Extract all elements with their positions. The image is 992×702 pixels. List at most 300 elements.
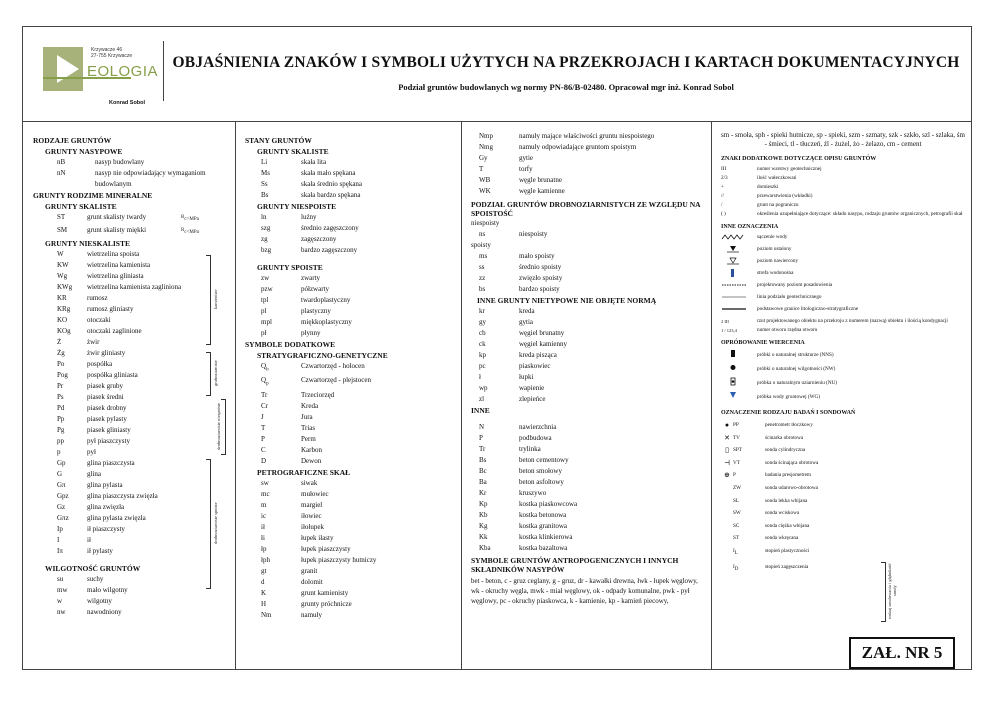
list-item [245, 434, 455, 445]
list-item [245, 390, 455, 401]
list-item [245, 544, 455, 555]
item-symbol: I [57, 536, 60, 544]
item-symbol: // [721, 193, 724, 199]
item-description: zagęszczony [301, 235, 337, 243]
item-symbol: KOg [57, 327, 71, 335]
item-description: bardzo spoisty [519, 285, 560, 293]
list-item [721, 210, 965, 219]
item-description: numer warstwy geotechnicznej [757, 166, 822, 172]
list-item [33, 315, 229, 326]
column-other-soils [471, 131, 707, 663]
item-symbol: Nmp [479, 132, 493, 140]
item-symbol: Bs [479, 456, 487, 464]
sample-description: próbka wody gruntowej (WG) [757, 394, 820, 400]
item-symbol: ck [479, 340, 486, 348]
item-symbol: Po [57, 360, 65, 368]
legend-row [721, 281, 965, 293]
item-symbol: ss [479, 263, 485, 271]
list-item [33, 392, 229, 403]
item-symbol: Wg [57, 272, 68, 280]
list-item [33, 535, 229, 546]
sample-row [721, 391, 965, 405]
item-description: łupek piaszczysty [301, 544, 351, 553]
item-description: pospółka gliniasta [87, 371, 138, 379]
test-icon [721, 495, 733, 508]
item-symbol: KR [57, 294, 67, 302]
list-item [33, 502, 229, 513]
item-description: węgiel kamienny [519, 340, 568, 348]
item-description: grunt skalisty miękki [87, 226, 147, 234]
list-item [245, 412, 455, 423]
item-symbol: + [721, 184, 724, 190]
list-item [33, 359, 229, 370]
item-symbol: p [57, 448, 61, 456]
list-item [33, 225, 229, 238]
test-symbol: TV [733, 434, 740, 441]
sample-description: próbka o naturalnym uziarnieniu (NU) [757, 380, 838, 386]
list-item [33, 513, 229, 524]
list-item [245, 223, 455, 234]
list-item [245, 401, 455, 412]
item-symbol: zl [479, 395, 485, 403]
test-description: sonda wciskowa [765, 510, 800, 517]
item-symbol: ln [261, 213, 267, 221]
item-symbol: wp [479, 384, 488, 392]
item-description: suchy [87, 575, 104, 583]
item-symbol: J [261, 412, 264, 421]
list-item [471, 422, 707, 433]
list-item [245, 500, 455, 511]
bracket-kamieniste [206, 255, 211, 345]
list-item [33, 447, 229, 458]
item-symbol: Gy [479, 154, 488, 162]
list-item [471, 131, 707, 142]
legend-symbol-icon [721, 293, 757, 305]
list-item [33, 414, 229, 425]
item-symbol: ST [57, 213, 66, 221]
list-item [33, 574, 229, 585]
item-description: zwarty [301, 274, 321, 282]
antrop-text: bet - beton, c - gruz ceglany, g - gruz, dr - kawałki drewna, łwk - łupek węglowy, wk - okruchy węgla, mwk - miał węglowy, ok - odpady komunalne, pwk - pył węglowy, pc - okruchy piaskowca, k - kamienie, kp - kamień piecowy, [471, 577, 698, 605]
list-item [471, 229, 707, 240]
item-description: glina piaszczysta zwięzła [87, 492, 158, 500]
list-item [245, 273, 455, 284]
item-symbol: łp [261, 544, 267, 553]
list-item [33, 425, 229, 436]
item-symbol: d [261, 577, 265, 586]
item-description: kostka klinkierowa [519, 533, 573, 541]
heading-rodzime: GRUNTY RODZIME MINERALNE [33, 191, 153, 200]
legend-description: numer otworu rzędna otworu [757, 327, 818, 333]
test-row [721, 469, 965, 482]
list-item [471, 477, 707, 488]
item-description: przewarstwienia (wkładki) [757, 193, 813, 199]
item-symbol: gt [261, 566, 267, 575]
item-description: granit [301, 566, 318, 575]
list-item [471, 372, 707, 383]
list-item [33, 585, 229, 596]
list-item [471, 394, 707, 405]
list-item [33, 403, 229, 414]
heading-skaliste-stany: GRUNTY SKALISTE [257, 147, 329, 156]
logo-address-line2: 27-755 Krzywacze [91, 53, 133, 59]
sample-icon [721, 349, 757, 363]
item-description: trylinka [519, 445, 541, 453]
item-symbol: pl [261, 307, 267, 315]
sample-icon [721, 363, 757, 377]
item-symbol: m [261, 500, 267, 509]
heading-nieskaliste: GRUNTY NIESKALISTE [45, 239, 130, 248]
heading-podzial: PODZIAŁ GRUNTÓW DROBNOZIARNISTYCH ZE WZGLĘDU NA SPOISTOŚĆ [471, 200, 701, 218]
bracket-sondowanie [881, 562, 886, 622]
test-row [721, 457, 965, 470]
sample-icon [721, 377, 757, 391]
list-item [471, 273, 707, 284]
item-description: glina pylasta [87, 481, 123, 489]
test-symbol: ST [733, 535, 740, 542]
item-symbol: nB [57, 158, 66, 166]
item-description: miękkoplastyczny [301, 318, 352, 326]
list-item [471, 383, 707, 394]
item-symbol: Ps [57, 393, 64, 401]
item-symbol: ns [479, 230, 486, 238]
heading-niespoiste: GRUNTY NIESPOISTE [257, 202, 337, 211]
item-symbol: Cr [261, 401, 268, 410]
item-description: Jura [301, 412, 313, 421]
list-item [245, 190, 455, 201]
list-item [33, 370, 229, 381]
list-item [33, 168, 229, 190]
item-description: torfy [519, 165, 533, 173]
list-item [471, 251, 707, 262]
test-icon: ✕ [724, 433, 730, 442]
item-description: mało wilgotny [87, 586, 128, 594]
list-item [245, 423, 455, 434]
item-description: płynny [301, 329, 321, 337]
item-symbol: bzg [261, 246, 272, 254]
list-item [471, 142, 707, 153]
legend-description: podstawowe granice litologiczno-stratygraficzne [757, 306, 859, 312]
item-symbol: K [261, 588, 267, 597]
item-symbol: WK [479, 187, 491, 195]
test-description: badania presjometrem [765, 472, 811, 479]
item-symbol: Pg [57, 426, 65, 434]
list-item [245, 577, 455, 588]
item-symbol: G [57, 470, 63, 478]
item-description: węgle brunatne [519, 176, 562, 184]
item-description: żwir [87, 338, 100, 346]
sample-description: próbki o naturalnej strukturze (NNS) [757, 352, 834, 358]
test-icon: ⊣ [723, 458, 731, 467]
sample-row [721, 377, 965, 391]
legend-symbol-icon [721, 245, 757, 257]
item-description: wietrzelina kamienista [87, 261, 151, 269]
test-symbol: ZW [733, 484, 742, 491]
list-item [471, 532, 707, 543]
item-symbol: Gz [57, 503, 66, 511]
item-description: grunty próchnicze [301, 599, 352, 608]
item-description: ił piaszczysty [87, 525, 125, 533]
test-row [721, 432, 965, 445]
list-item [245, 234, 455, 245]
list-item [721, 201, 965, 210]
test-description: ścinarka obrotowa [765, 434, 804, 441]
item-note: $R_{c>MPa}$ [181, 215, 199, 222]
item-description: gytie [519, 154, 533, 162]
item-symbol: Ip [57, 525, 63, 533]
item-description: średnio spoisty [519, 263, 562, 271]
list-item [721, 174, 965, 183]
item-symbol: Iπ [57, 547, 63, 555]
item-description: nasyp budowlany [95, 158, 145, 166]
list-item [471, 510, 707, 521]
item-symbol: N [479, 423, 485, 431]
legend-row [721, 257, 965, 269]
item-symbol: gy [479, 318, 486, 326]
item-description: kostka granitowa [519, 522, 568, 530]
test-icon: ● [724, 421, 730, 429]
list-item [245, 179, 455, 190]
item-description: piasek drobny [87, 404, 127, 412]
item-description: węgiel brunatny [519, 329, 565, 337]
page-subtitle: Podział gruntów budowlanych wg normy PN-86/B-02480. Opracował mgr inż. Konrad Sobol [398, 82, 734, 92]
list-item [245, 533, 455, 544]
legend-description: sączenie wody [757, 234, 788, 240]
list-item [33, 337, 229, 348]
test-description: sonda udarowo-obrotowa [765, 484, 818, 491]
test-description: sonda cylindryczna [765, 447, 806, 454]
item-symbol: Kk [479, 533, 488, 541]
list-item [245, 456, 455, 467]
test-description: stopień plastyczności [765, 547, 810, 554]
item-symbol: łi [261, 533, 265, 542]
item-symbol: Pr [57, 382, 64, 390]
list-item [245, 168, 455, 179]
list-item [33, 381, 229, 392]
list-item [471, 306, 707, 317]
column-soil-types [33, 135, 229, 663]
item-description: gytia [519, 318, 533, 326]
item-symbol: sw [261, 478, 269, 487]
item-description: ił [87, 536, 91, 544]
list-item [245, 212, 455, 223]
item-description: nasyp nie odpowiadający wymaganiom budowlanym [95, 169, 206, 188]
heading-badan: OZNACZENIE RODZAJU BADAŃ I SONDOWAŃ [721, 410, 856, 416]
test-description: sonda wkręcana [765, 535, 799, 542]
item-description: iłowiec [301, 511, 322, 520]
label-spoisty: spoisty [471, 241, 491, 249]
heading-probowanie: OPRÓBOWANIE WIERCENIA [721, 340, 805, 346]
item-description: wietrzelina spoista [87, 250, 140, 258]
item-description: pospółka [87, 360, 113, 368]
list-item [33, 326, 229, 337]
legend-symbol-icon [721, 257, 757, 269]
sample-row [721, 349, 965, 363]
test-icon [721, 507, 733, 520]
test-icon [721, 545, 733, 561]
test-symbol: SC [733, 522, 740, 529]
heading-oznaczenia: INNE OZNACZENIA [721, 224, 779, 230]
item-symbol: W [57, 250, 64, 258]
item-description: średnio zagęszczony [301, 224, 359, 232]
legend-row [721, 269, 965, 281]
column-symbols [721, 131, 965, 663]
item-symbol: mw [57, 586, 68, 594]
legend-row [721, 293, 965, 305]
company-logo [43, 47, 171, 107]
item-description: ił pylasty [87, 547, 113, 555]
item-description: rumosz [87, 294, 108, 302]
legend-description: linia podziału geotechnicznego [757, 294, 822, 300]
item-symbol: ic [261, 511, 267, 520]
item-description: skała średnio spękana [301, 180, 363, 188]
test-description: sonda ścinająca obrotowa [765, 459, 819, 466]
item-symbol: pc [479, 362, 486, 370]
item-description: piasek gliniasty [87, 426, 131, 434]
heading-nietypowe: INNE GRUNTY NIETYPOWE NIE OBJĘTE NORMĄ [477, 296, 657, 305]
logo-address-line1: Krzywacze 46 [91, 47, 123, 53]
sample-description: próbki o naturalnej wilgotności (NW) [757, 366, 836, 372]
item-symbol: ( ) [721, 211, 726, 217]
item-description: namuły mające właściwości gruntu niespoistego [519, 132, 655, 140]
item-description: Karbon [301, 445, 322, 454]
item-description: glina piaszczysta [87, 459, 135, 467]
list-item [471, 186, 707, 197]
item-symbol: Pd [57, 404, 65, 412]
legend-row [721, 305, 965, 317]
legend-description: projektowany poziom posadowienia [757, 282, 833, 288]
item-symbol: Kg [479, 522, 488, 530]
item-symbol: Kb [479, 511, 488, 519]
item-description: beton asfoltowy [519, 478, 564, 486]
list-item [471, 328, 707, 339]
item-description: Czwartorzęd - plejstocen [301, 376, 371, 385]
item-symbol: III [721, 166, 727, 172]
item-symbol: kp [479, 351, 486, 359]
legend-symbol-icon [721, 281, 757, 293]
list-item [471, 262, 707, 273]
item-symbol: / [721, 202, 723, 208]
item-symbol: Kp [479, 500, 488, 508]
item-description: łupek piaszczysty hutniczy [301, 555, 377, 564]
list-item [245, 599, 455, 610]
list-item [471, 350, 707, 361]
test-description: sonda ciężka wbijana [765, 522, 810, 529]
test-icon [721, 520, 733, 533]
item-description: nawierzchnia [519, 423, 557, 431]
item-description: margiel [301, 500, 323, 509]
list-item [245, 375, 455, 389]
list-item [721, 183, 965, 192]
list-item [33, 249, 229, 260]
list-item [471, 339, 707, 350]
item-description: pył piaszczysty [87, 437, 130, 445]
item-description: kreda [519, 307, 535, 315]
test-symbol: SL [733, 497, 740, 504]
list-item [245, 295, 455, 306]
item-description: Perm [301, 434, 316, 443]
list-item [471, 433, 707, 444]
list-item [471, 543, 707, 554]
item-description: iłołupek [301, 522, 324, 531]
item-symbol: Pog [57, 371, 68, 379]
item-symbol: KO [57, 316, 68, 324]
list-item [471, 466, 707, 477]
list-item [245, 478, 455, 489]
list-item [471, 455, 707, 466]
list-item [245, 489, 455, 500]
test-symbol: SW [733, 510, 741, 517]
list-item [33, 348, 229, 359]
item-symbol: C [261, 445, 266, 454]
list-item [33, 491, 229, 502]
bracket-label-drobno-spoiste: drobnoziarniste spoiste [213, 502, 218, 544]
list-item [471, 175, 707, 186]
test-row [721, 545, 965, 561]
item-symbol: łph [261, 555, 270, 564]
test-icon [721, 482, 733, 495]
list-item [33, 304, 229, 315]
item-symbol: nw [57, 608, 66, 616]
item-symbol: Pp [57, 415, 65, 423]
item-description: Dewon [301, 456, 322, 465]
test-row [721, 495, 965, 508]
antrop-text-cont: sm - smoła, sph - spieki hutnicze, sp - spieki, szm - szmaty, szk - szkło, szl - szlaka, śm - śmieci, tl - tłuczeń, źl - żużel, żo - żelazo, cm - cement [721, 131, 965, 148]
list-item [245, 284, 455, 295]
legend-sheet [22, 26, 972, 670]
item-description: węgle kamienne [519, 187, 565, 195]
item-symbol: nN [57, 169, 66, 177]
item-description: namuły [301, 610, 322, 619]
item-symbol: pł [261, 329, 267, 337]
item-symbol: mpl [261, 318, 272, 326]
list-item [245, 555, 455, 566]
item-symbol: 2/3 [721, 175, 728, 181]
test-icon [721, 532, 733, 545]
legend-row [721, 233, 965, 245]
item-symbol: D [261, 456, 267, 465]
item-symbol: Tr [261, 390, 268, 399]
test-row [721, 444, 965, 457]
item-symbol: pzw [261, 285, 273, 293]
legend-description: rzut projektowanego obiektu na przekroju z numerem (nazwą) obiektu i ilością kondygnacji [757, 318, 948, 324]
list-item [245, 522, 455, 533]
list-item [33, 607, 229, 618]
item-description: skała mało spękana [301, 169, 356, 177]
list-item [471, 153, 707, 164]
item-symbol: ił [261, 522, 265, 531]
list-item [33, 212, 229, 225]
item-description: wilgotny [87, 597, 112, 605]
heading-strat: STRATYGRAFICZNO-GENETYCZNE [257, 351, 388, 360]
heading-nasypowe: GRUNTY NASYPOWE [45, 147, 123, 156]
item-symbol: KW [57, 261, 69, 269]
item-description: nawodniony [87, 608, 122, 616]
item-symbol: $Q_p$ [261, 376, 269, 387]
item-symbol: Ż [57, 338, 62, 346]
list-item [245, 511, 455, 522]
legend-row [721, 326, 965, 335]
column-soil-states [245, 135, 455, 663]
item-symbol: H [261, 599, 267, 608]
legend-description: strefa wodonośna [757, 270, 794, 276]
item-description: dolomit [301, 577, 323, 586]
logo-mark [43, 47, 83, 91]
item-description: twardoplastyczny [301, 296, 351, 304]
bracket-label-kamieniste: kamieniste [213, 289, 218, 309]
item-symbol: Ms [261, 169, 270, 177]
list-item [721, 165, 965, 174]
